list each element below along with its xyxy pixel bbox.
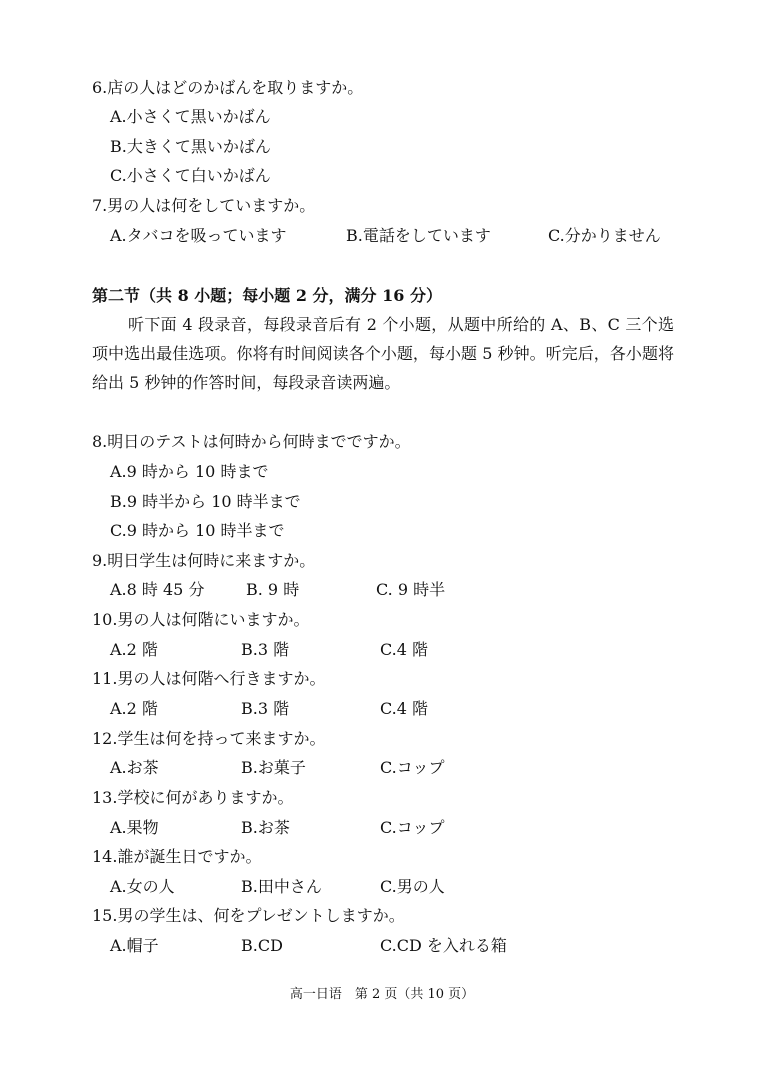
question-11-option-c: C.4 階 (380, 699, 429, 718)
question-12-option-c: C.コップ (380, 758, 445, 777)
question-10-option-c: C.4 階 (380, 640, 429, 659)
question-15-option-a: A.帽子 (110, 936, 159, 955)
question-13-option-b: B.お茶 (241, 818, 290, 837)
question-13: 13.学校に何がありますか。 (92, 788, 294, 807)
question-14-option-c: C.男の人 (380, 877, 445, 896)
section-2-instructions: 听下面 4 段录音，每段录音后有 2 个小题，从题中所给的 A、B、C 三个选项中选出最佳选项。你将有时间阅读各个小题，每小题 5 秒钟。听完后，各小题将给出 5 秒钟的作答时间，每段录音读两遍。 (92, 315, 674, 392)
question-8: 8.明日のテストは何時から何時までですか。 (92, 432, 411, 451)
question-15: 15.男の学生は、何をプレゼントしますか。 (92, 906, 405, 925)
question-7-option-a: A.タバコを吸っています (110, 226, 287, 245)
question-8-option-a: A.9 時から 10 時まで (110, 462, 269, 481)
page-footer: 高一日语 第 2 页（共 10 页） (289, 987, 475, 1002)
question-9-option-b: B. 9 時 (246, 580, 300, 599)
question-6: 6.店の人はどのかばんを取りますか。 (92, 78, 364, 97)
question-9-option-c: C. 9 時半 (376, 580, 446, 599)
section-2-heading: 第二节（共 8 小题；每小题 2 分，满分 16 分） (92, 286, 442, 305)
question-14-option-b: B.田中さん (241, 877, 322, 896)
question-9: 9.明日学生は何時に来ますか。 (92, 551, 316, 570)
question-8-option-b: B.9 時半から 10 時半まで (110, 492, 301, 511)
question-10: 10.男の人は何階にいますか。 (92, 610, 310, 629)
question-12-option-b: B.お菓子 (241, 758, 306, 777)
question-12-option-a: A.お茶 (110, 758, 159, 777)
question-7: 7.男の人は何をしていますか。 (92, 196, 316, 215)
question-9-option-a: A.8 時 45 分 (110, 580, 205, 599)
question-10-option-b: B.3 階 (241, 640, 290, 659)
question-6-option-a: A.小さくて黒いかばん (110, 107, 271, 126)
question-15-option-c: C.CD を入れる箱 (380, 936, 507, 955)
question-6-option-b: B.大きくて黒いかばん (110, 137, 271, 156)
question-11-option-a: A.2 階 (110, 699, 158, 718)
question-14: 14.誰が誕生日ですか。 (92, 847, 262, 866)
question-13-option-c: C.コップ (380, 818, 445, 837)
question-10-option-a: A.2 階 (110, 640, 158, 659)
question-15-option-b: B.CD (241, 936, 283, 955)
question-13-option-a: A.果物 (110, 818, 159, 837)
question-12: 12.学生は何を持って来ますか。 (92, 729, 326, 748)
question-11-option-b: B.3 階 (241, 699, 290, 718)
question-14-option-a: A.女の人 (110, 877, 175, 896)
question-7-option-c: C.分かりません (548, 226, 661, 245)
question-6-option-c: C.小さくて白いかばん (110, 166, 271, 185)
question-8-option-c: C.9 時から 10 時半まで (110, 521, 285, 540)
question-7-option-b: B.電話をしています (346, 226, 491, 245)
question-11: 11.男の人は何階へ行きますか。 (92, 669, 326, 688)
